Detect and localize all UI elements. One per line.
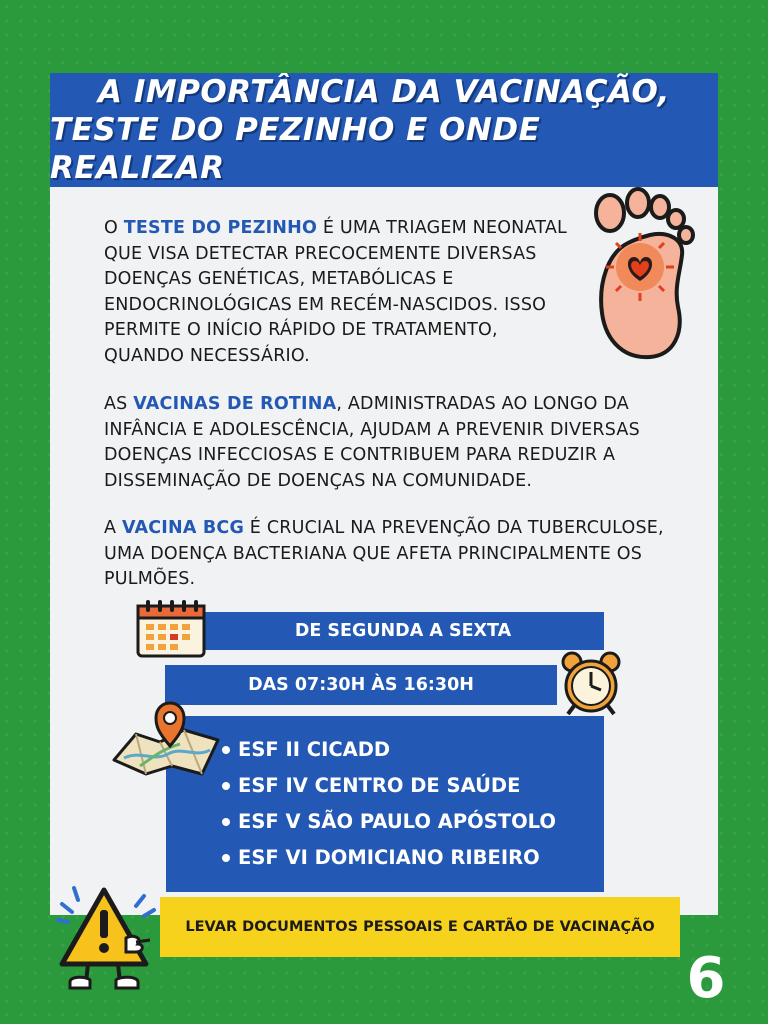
locations-list [166,716,604,876]
locations-box [166,716,604,892]
foot-heart-icon [588,183,696,363]
map-pin-icon [110,700,222,778]
bullet [222,746,230,754]
bullet [222,782,230,790]
warning-mascot-icon [52,882,162,994]
page-number: 6 [686,946,726,1011]
p3-prefix: A [104,518,122,538]
vacinas-rotina-highlight: VACINAS DE ROTINA [133,394,337,414]
list-item [222,732,604,768]
schedule-days-bar [202,612,604,650]
location-name: ESF II CICADD [238,738,391,761]
page-title-line-2: TESTE DO PEZINHO E ONDE REALIZAR [50,112,541,186]
schedule-hours-bar [165,665,557,705]
list-item [222,804,604,840]
teste-pezinho-paragraph [104,216,579,369]
warning-bar [160,897,680,957]
list-item [222,768,604,804]
teste-pezinho-highlight: TESTE DO PEZINHO [123,218,318,238]
p1-text: É UMA TRIAGEM NEONATAL QUE VISA DETECTAR PRECOCEMENTE DIVERSAS DOENÇAS GENÉTICAS, METABÓLICAS E ENDOCRINOLÓGICAS EM RECÉM-NASCIDOS. ISSO PERMITE O INÍCIO RÁPIDO DE TRATAMENTO, QUANDO NECESSÁRIO. [104,218,567,366]
vacina-bcg-paragraph [104,516,674,593]
p1-prefix: O [104,218,124,238]
p2-text: , ADMINISTRADAS AO LONGO DA INFÂNCIA E ADOLESCÊNCIA, AJUDAM A PREVENIR DIVERSAS DOENÇAS INFECCIOSAS E CONTRIBUEM PARA REDUZIR A DISSEMINAÇÃO DE DOENÇAS NA COMUNIDADE. [104,394,640,491]
schedule-hours: DAS 07:30H ÀS 16:30H [248,675,474,695]
location-name: ESF VI DOMICIANO RIBEIRO [238,846,540,869]
p3-text: É CRUCIAL NA PREVENÇÃO DA TUBERCULOSE, UMA DOENÇA BACTERIANA QUE AFETA PRINCIPALMENTE OS PULMÕES. [104,518,664,589]
list-item [222,840,604,876]
warning-text: LEVAR DOCUMENTOS PESSOAIS E CARTÃO DE VACINAÇÃO [185,919,655,935]
bullet [222,818,230,826]
location-name: ESF IV CENTRO DE SAÚDE [238,774,521,797]
title-banner [50,73,718,187]
vacina-bcg-highlight: VACINA BCG [121,518,245,538]
schedule-days: DE SEGUNDA A SEXTA [294,621,512,641]
calendar-icon [134,598,210,660]
bullet [222,854,230,862]
page-title-line-1: A IMPORTÂNCIA DA VACINAÇÃO, [98,74,670,110]
location-name: ESF V SÃO PAULO APÓSTOLO [238,810,556,833]
alarm-clock-icon [560,650,622,716]
vacinas-rotina-paragraph [104,392,674,494]
p2-prefix: AS [104,394,134,414]
